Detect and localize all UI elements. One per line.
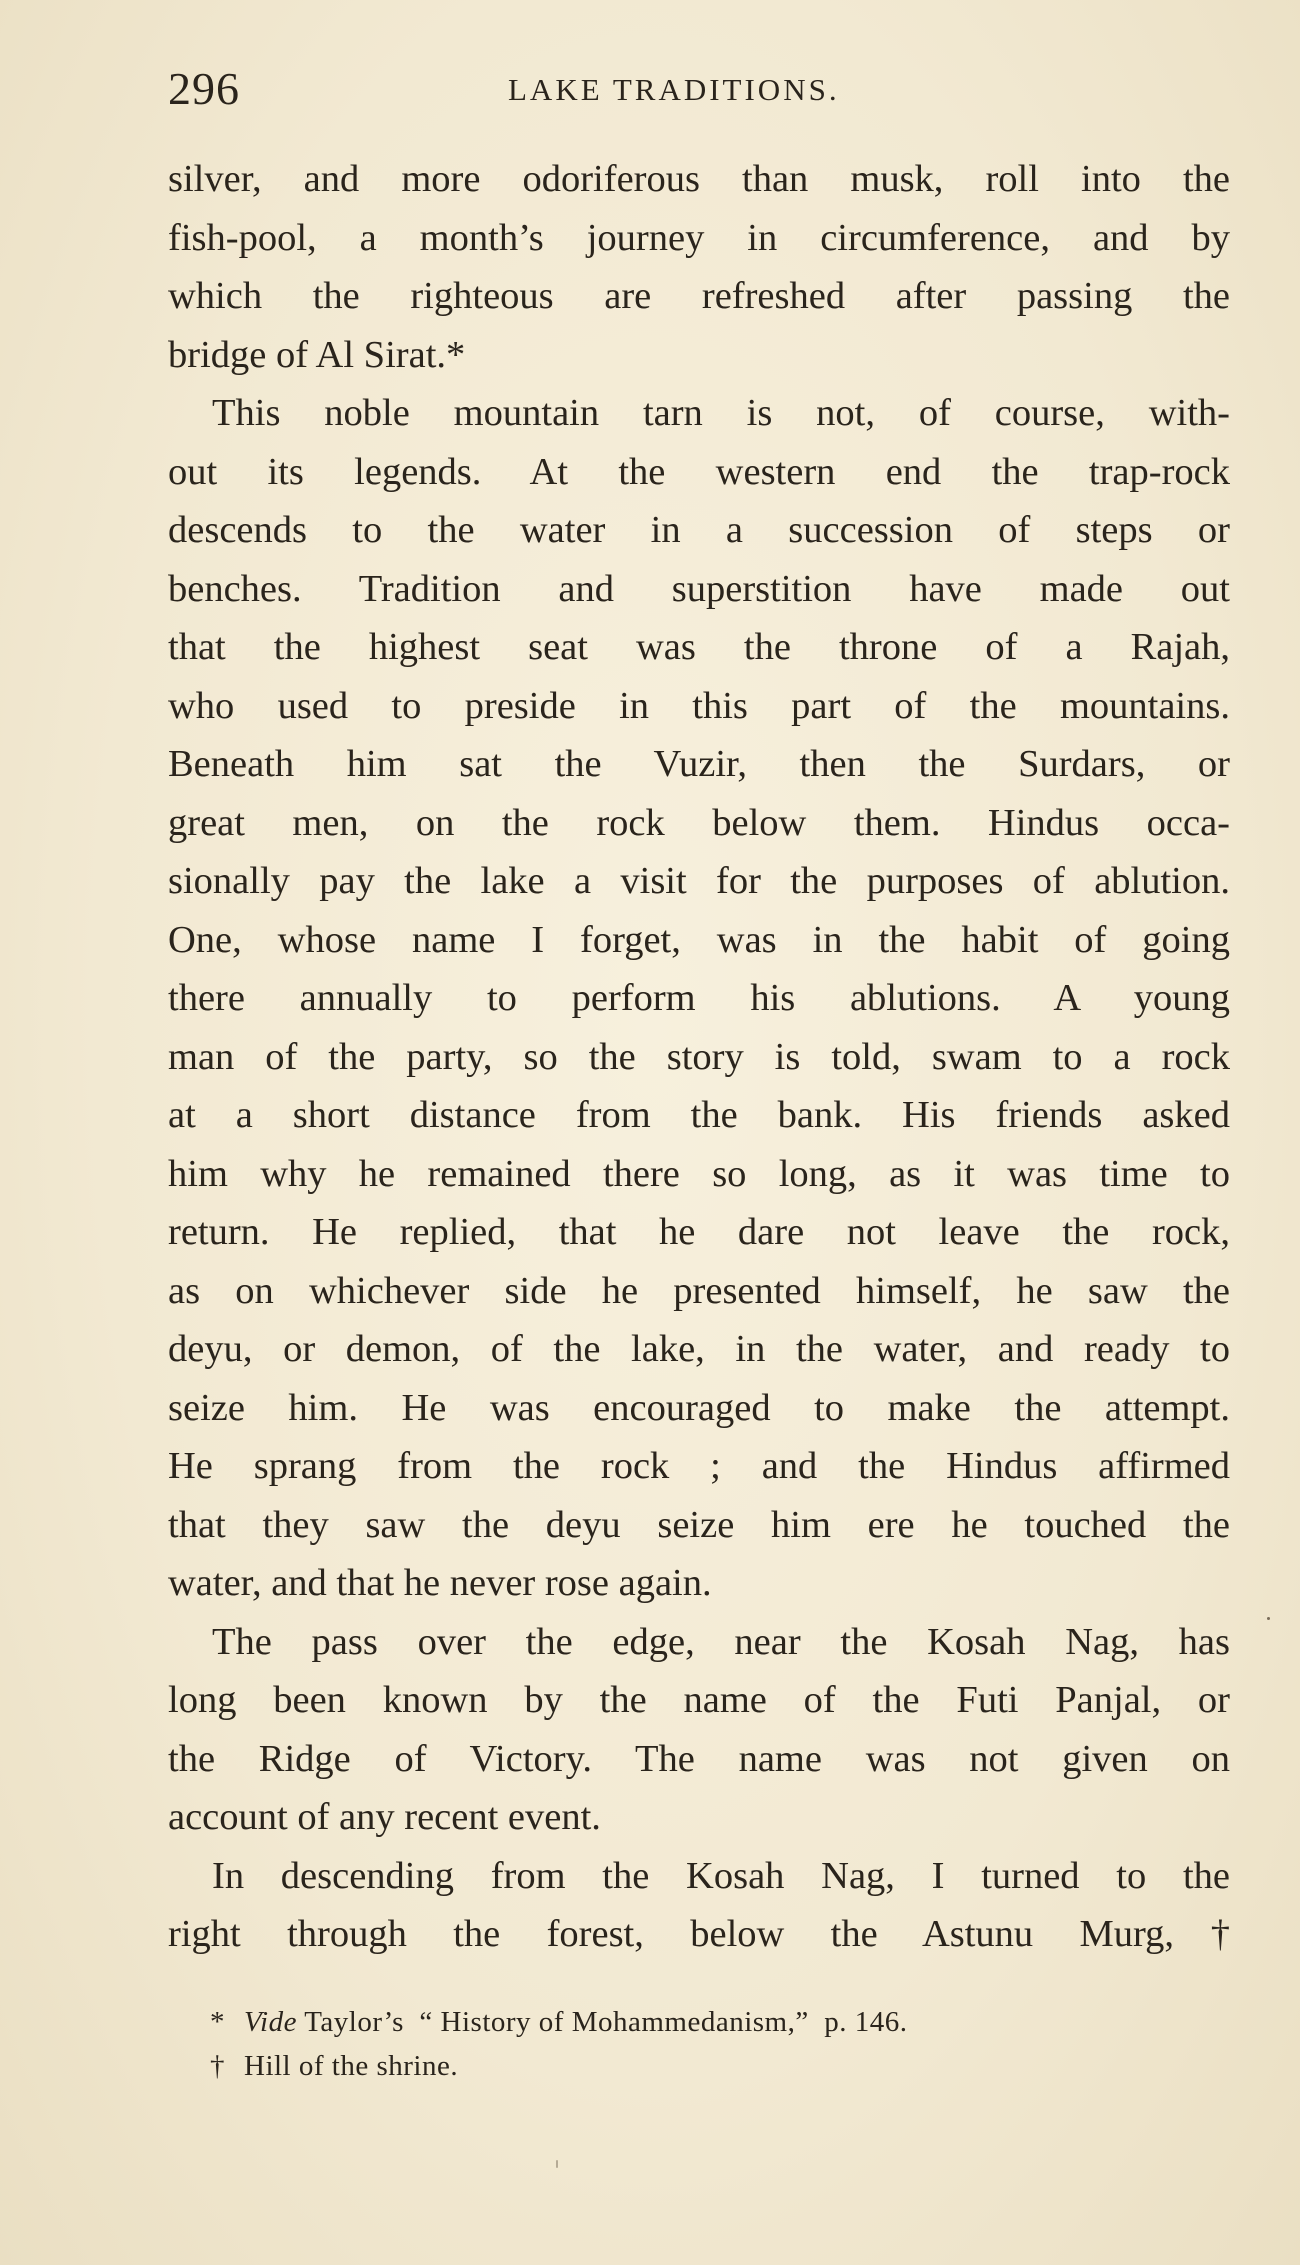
page-number: 296 — [168, 63, 240, 114]
footnote — [210, 2044, 1210, 2088]
text-line: seize him. He was encouraged to make the attempt. — [168, 1386, 1230, 1429]
text-line: return. He replied, that he dare not leave the rock, — [168, 1211, 1230, 1253]
text-line: One, whose name I forget, was in the habit of going — [168, 918, 1230, 961]
text-line: at a short distance from the bank. His friends asked — [168, 1094, 1230, 1136]
text-line: This noble mountain tarn is not, of course, with- — [212, 392, 1230, 434]
text-line: silver, and more odoriferous than musk, roll into the — [168, 158, 1230, 200]
text-line: as on whichever side he presented himself, he saw the — [168, 1269, 1230, 1312]
text-line: benches. Tradition and superstition have made out — [168, 567, 1230, 610]
text-line: deyu, or demon, of the lake, in the water, and ready to — [168, 1328, 1230, 1370]
text-line: him why he remained there so long, as it was time to — [168, 1152, 1230, 1195]
footnote — [210, 2000, 1210, 2044]
footnote-italic: Vide — [244, 2006, 297, 2038]
text-line: bridge of Al Sirat.* — [168, 333, 466, 376]
text-line: Beneath him sat the Vuzir, then the Surdars, or — [168, 743, 1230, 785]
text-line: descends to the water in a succession of steps or — [168, 509, 1230, 551]
text-line: that the highest seat was the throne of a Rajah, — [168, 626, 1230, 668]
text-line: The pass over the edge, near the Kosah Nag, has — [212, 1620, 1230, 1663]
footnote-text: Hill of the shrine. — [244, 2050, 459, 2082]
text-line: account of any recent event. — [168, 1796, 601, 1838]
footnote-text: Taylor’s “ History of Mohammedanism,” p. 146. — [297, 2006, 908, 2038]
footnote-mark: † — [210, 2050, 225, 2082]
page-header — [168, 62, 1230, 122]
footnotes — [210, 2000, 1210, 2088]
text-line: long been known by the name of the Futi Panjal, or — [168, 1679, 1230, 1721]
text-line: sionally pay the lake a visit for the purposes of ablution. — [168, 860, 1230, 902]
text-line: out its legends. At the western end the trap-rock — [168, 450, 1230, 493]
paper-speck — [1267, 1617, 1270, 1620]
text-line: right through the forest, below the Astunu Murg,† — [168, 1913, 1230, 1955]
paper-speck — [556, 2160, 558, 2168]
text-line: In descending from the Kosah Nag, I turned to the — [212, 1854, 1230, 1897]
text-line: great men, on the rock below them. Hindus occa- — [168, 801, 1230, 844]
running-head: LAKE TRADITIONS. — [508, 72, 840, 107]
text-line: the Ridge of Victory. The name was not given on — [168, 1737, 1230, 1780]
text-line: that they saw the deyu seize him ere he touched the — [168, 1503, 1230, 1546]
text-line: He sprang from the rock ; and the Hindus affirmed — [168, 1445, 1230, 1487]
body-text — [168, 150, 1230, 1964]
text-line: fish-pool, a month’s journey in circumference, and by — [168, 216, 1230, 259]
text-line: man of the party, so the story is told, swam to a rock — [168, 1035, 1230, 1078]
text-line: water, and that he never rose again. — [168, 1562, 712, 1604]
text-line: who used to preside in this part of the mountains. — [168, 684, 1230, 727]
text-line: which the righteous are refreshed after passing the — [168, 275, 1230, 317]
footnote-mark: * — [210, 2006, 225, 2038]
text-line: there annually to perform his ablutions. A young — [168, 977, 1230, 1019]
